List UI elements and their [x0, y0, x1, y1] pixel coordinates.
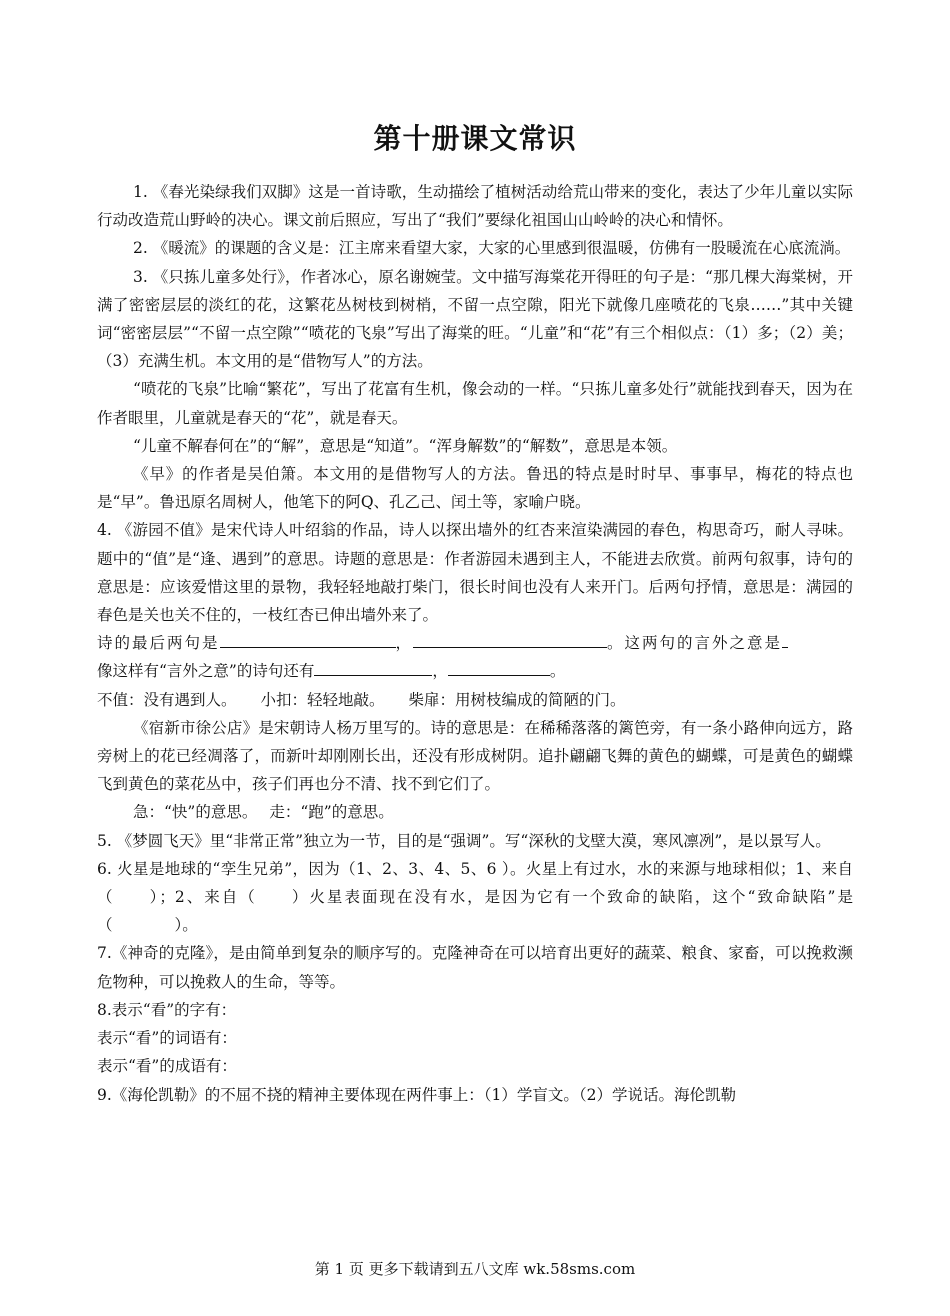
- paragraph-3-note-a: “喷花的飞泉”比喻“繁花”，写出了花富有生机，像会动的一样。“只拣儿童多处行”就能找到春天，因为在作者眼里，儿童就是春天的“花”，就是春天。: [97, 380, 853, 427]
- paragraph-8: 8.表示“看”的字有：: [97, 1000, 237, 1019]
- answer-blank-1[interactable]: [220, 629, 396, 648]
- paragraph-1: 1. 《春光染绿我们双脚》这是一首诗歌，生动描绘了植树活动给荒山带来的变化，表达了少年儿童以实际行动改造荒山野岭的决心。课文前后照应，写出了“我们”要绿化祖国山山岭岭的决心和情怀。: [97, 183, 853, 230]
- paragraph-3-note-b: “儿童不解春何在”的“解”，意思是“知道”。“浑身解数”的“解数”，意思是本领。: [133, 436, 678, 455]
- fill-blank-line-1: [97, 629, 853, 657]
- paragraph-3: 3. 《只拣儿童多处行》，作者冰心，原名谢婉莹。文中描写海棠花开得旺的句子是：“那几棵大海棠树，开满了密密层层的淡红的花，这繁花丛树枝到树梢，不留一点空隙，阳光下就像几座喷花的飞泉……”其中关键词“密密层层”“不留一点空隙”“喷花的飞泉”写出了海棠的旺。“儿童”和“花”有三个相似点：（1）多；（2）美；（3）充满生机。本文用的是“借物写人”的方法。: [97, 267, 853, 371]
- fill-blank-line-2: [97, 657, 853, 685]
- paragraph-7: 7.《神奇的克隆》，是由简单到复杂的顺序写的。克隆神奇在可以培育出更好的蔬菜、粮食、家畜，可以挽救濒危物种，可以挽救人的生命，等等。: [97, 944, 853, 991]
- answer-blank-5[interactable]: [448, 657, 550, 676]
- paragraph-8b: 表示“看”的词语有：: [97, 1029, 237, 1048]
- gloss-xiaokou: 小扣：轻轻地敲。: [260, 690, 385, 709]
- paragraph-8c: 表示“看”的成语有：: [97, 1057, 237, 1076]
- paragraph-2: 2. 《暖流》的课题的含义是：江主席来看望大家，大家的心里感到很温暖，仿佛有一股暖流在心底流淌。: [133, 239, 851, 258]
- answer-blank-2[interactable]: [413, 629, 607, 648]
- gloss-ji: 急：“快”的意思。: [133, 803, 258, 822]
- document-body: [97, 178, 853, 1109]
- answer-blank-4[interactable]: [314, 657, 432, 676]
- paragraph-5: 5. 《梦圆飞天》里“非常正常”独立为一节，目的是“强调”。写“深秋的戈壁大漠，寒风凛冽”，是以景写人。: [97, 831, 831, 850]
- comma: ，: [395, 634, 414, 653]
- paragraph-suxinshi: 《宿新市徐公店》是宋朝诗人杨万里写的。诗的意思是：在稀稀落落的篱笆旁，有一条小路伸向远方，路旁树上的花已经凋落了，而新叶却刚刚长出，还没有形成树阴。追扑翩翩飞舞的黄色的蝴蝶，可是黄色的蝴蝶飞到黄色的菜花丛中，孩子们再也分不清、找不到它们了。: [97, 718, 853, 794]
- page-footer: 第 1 页 更多下载请到五八文库 wk.58sms.com: [314, 1260, 636, 1278]
- period: 。: [549, 662, 566, 681]
- fill-blank-prompt-2: 。这两句的言外之意是: [607, 634, 783, 653]
- paragraph-zao: 《早》的作者是吴伯箫。本文用的是借物写人的方法。鲁迅的特点是时时早、事事早，梅花的特点也是“早”。鲁迅原名周树人，他笔下的阿Q、孔乙己、闰土等，家喻户晓。: [97, 465, 853, 512]
- glossary-line: [97, 686, 853, 714]
- gloss-chaifei: 柴扉：用树枝编成的简陋的门。: [408, 690, 626, 709]
- glossary-line-2: [97, 798, 853, 826]
- comma: ，: [432, 662, 448, 681]
- paragraph-6: 6. 火星是地球的“孪生兄弟”，因为（1、2、3、4、5、6 ）。火星上有过水，水的来源与地球相似；1、来自（ ）；2、来自（ ）火星表面现在没有水，是因为它有一个致命的缺陷，这个“致命缺陷”是（ ）。: [97, 859, 853, 935]
- answer-blank-3[interactable]: [782, 629, 788, 648]
- paragraph-4: 4. 《游园不值》是宋代诗人叶绍翁的作品，诗人以探出墙外的红杏来渲染满园的春色，构思奇巧，耐人寻味。题中的“值”是“逢、遇到”的意思。诗题的意思是：作者游园未遇到主人，不能进去欣赏。前两句叙事，诗句的意思是：应该爱惜这里的景物，我轻轻地敲打柴门，很长时间也没有人来开门。后两句抒情，意思是：满园的春色是关也关不住的，一枝红杏已伸出墙外来了。: [97, 521, 853, 625]
- gloss-buzhi: 不值：没有遇到人。: [97, 690, 237, 709]
- fill-blank-prompt-3: 像这样有“言外之意”的诗句还有: [97, 662, 315, 681]
- page-title: 第十册课文常识: [373, 122, 577, 155]
- fill-blank-prompt-1: 诗的最后两句是: [97, 634, 220, 653]
- paragraph-9: 9.《海伦凯勒》的不屈不挠的精神主要体现在两件事上：（1）学盲文。（2）学说话。海伦凯勒: [97, 1085, 737, 1104]
- gloss-zou: 走：“跑”的意思。: [269, 803, 394, 822]
